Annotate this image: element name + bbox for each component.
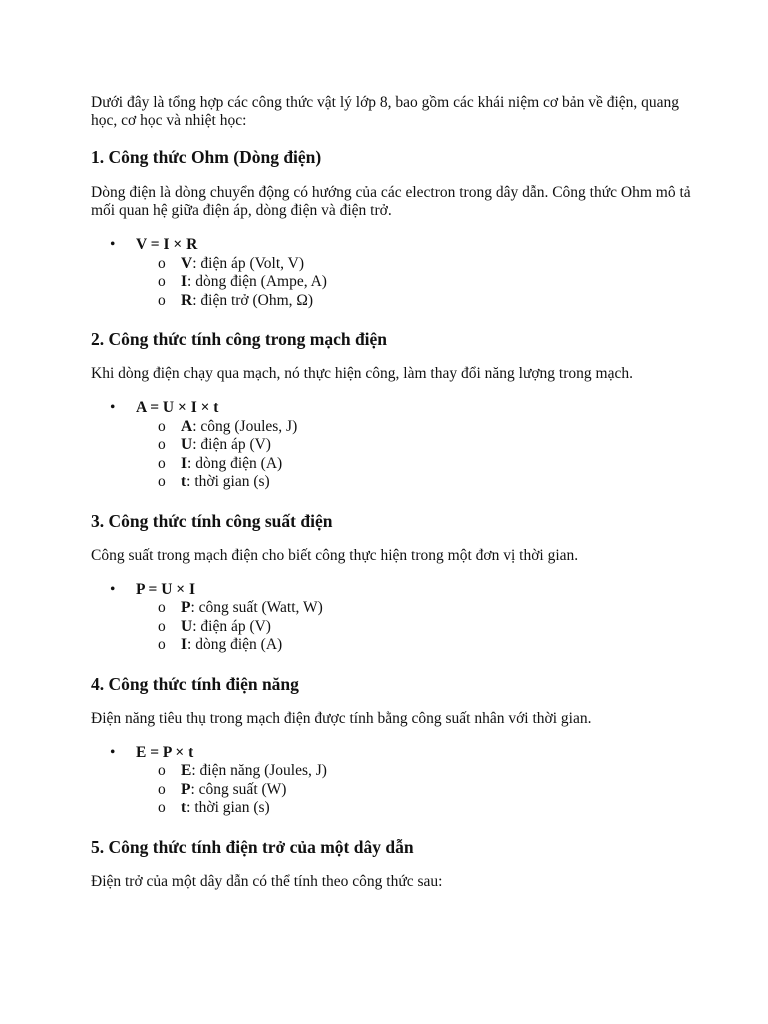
circle-bullet-icon: o — [158, 436, 166, 453]
variable-symbol: U — [181, 617, 193, 635]
section-4-formula-list — [91, 744, 691, 818]
variable-symbol: E — [181, 762, 192, 779]
variable-list — [136, 418, 691, 492]
variable-item — [91, 781, 691, 800]
variable-item — [91, 418, 691, 437]
bullet-icon: • — [110, 399, 116, 416]
formula: E = P × t — [136, 743, 194, 761]
variable-symbol: P — [181, 780, 191, 798]
variable-symbol: I — [181, 636, 188, 653]
section-1-heading: 1. Công thức Ohm (Dòng điện) — [91, 147, 322, 167]
variable-item — [91, 618, 691, 637]
section-5-heading: 5. Công thức tính điện trở của một dây dẫn — [91, 836, 414, 857]
variable-description: : công suất (Watt, W) — [190, 599, 323, 616]
circle-bullet-icon: o — [158, 454, 166, 472]
section-2-heading: 2. Công thức tính công trong mạch điện — [91, 329, 388, 349]
variable-description: : thời gian (s) — [186, 473, 270, 490]
circle-bullet-icon: o — [158, 799, 166, 816]
variable-item — [91, 473, 691, 492]
variable-item — [91, 636, 691, 655]
variable-description: : dòng điện (A) — [187, 454, 283, 472]
formula-item — [91, 236, 691, 310]
variable-symbol: P — [181, 599, 191, 616]
section-3-paragraph: Công suất trong mạch điện cho biết công thực hiện trong một đơn vị thời gian. — [91, 546, 579, 564]
bullet-icon: • — [110, 580, 116, 598]
variable-description: : công suất (W) — [190, 780, 287, 798]
formula-item — [91, 399, 691, 492]
variable-symbol: t — [181, 799, 187, 816]
variable-item — [91, 762, 691, 781]
circle-bullet-icon: o — [158, 417, 166, 435]
variable-description: : thời gian (s) — [186, 799, 270, 816]
variable-description: : dòng điện (A) — [187, 636, 283, 653]
formula-item — [91, 744, 691, 818]
circle-bullet-icon: o — [158, 780, 166, 798]
circle-bullet-icon: o — [158, 617, 166, 635]
formula: P = U × I — [136, 580, 196, 598]
variable-symbol: I — [181, 273, 188, 290]
variable-symbol: U — [181, 436, 193, 453]
variable-description: : dòng điện (Ampe, A) — [187, 273, 327, 290]
variable-item — [91, 599, 691, 618]
bullet-icon: • — [110, 236, 116, 253]
variable-item — [91, 273, 691, 292]
circle-bullet-icon: o — [158, 599, 166, 616]
section-5-paragraph: Điện trở của một dây dẫn có thể tính theo công thức sau: — [91, 872, 443, 890]
circle-bullet-icon: o — [158, 291, 166, 309]
circle-bullet-icon: o — [158, 254, 166, 272]
formula: A = U × I × t — [136, 399, 219, 416]
section-3-heading: 3. Công thức tính công suất điện — [91, 510, 333, 531]
section-4-paragraph: Điện năng tiêu thụ trong mạch điện được tính bằng công suất nhân với thời gian. — [91, 709, 592, 727]
variable-symbol: t — [181, 473, 187, 490]
variable-symbol: R — [181, 291, 193, 309]
section-3-formula-list — [91, 581, 691, 655]
bullet-icon: • — [110, 743, 116, 761]
variable-description: : điện áp (V) — [192, 436, 271, 453]
variable-list — [136, 599, 691, 655]
intro-paragraph: Dưới đây là tổng hợp các công thức vật lý lớp 8, bao gồm các khái niệm cơ bản về điện, quang học, cơ học và nhiệt học: — [91, 94, 680, 129]
variable-item — [91, 436, 691, 455]
variable-item — [91, 255, 691, 274]
variable-symbol: I — [181, 454, 188, 472]
variable-item — [91, 455, 691, 474]
variable-description: : điện áp (V) — [192, 617, 271, 635]
variable-symbol: V — [181, 254, 193, 272]
circle-bullet-icon: o — [158, 273, 166, 290]
variable-symbol: A — [181, 417, 193, 435]
circle-bullet-icon: o — [158, 762, 166, 779]
circle-bullet-icon: o — [158, 473, 166, 490]
section-2-paragraph: Khi dòng điện chạy qua mạch, nó thực hiện công, làm thay đổi năng lượng trong mạch. — [91, 365, 633, 382]
variable-description: : điện năng (Joules, J) — [191, 762, 327, 779]
variable-description: : điện áp (Volt, V) — [192, 254, 304, 272]
variable-description: : công (Joules, J) — [192, 417, 298, 435]
variable-item — [91, 292, 691, 311]
document-page — [91, 94, 691, 891]
section-2-formula-list — [91, 399, 691, 492]
section-4-heading: 4. Công thức tính điện năng — [91, 673, 299, 694]
section-1-formula-list — [91, 236, 691, 310]
circle-bullet-icon: o — [158, 636, 166, 653]
section-1-paragraph: Dòng điện là dòng chuyển động có hướng của các electron trong dây dẫn. Công thức Ohm mô tả mối quan hệ giữa điện áp, dòng điện và điện trở. — [91, 184, 691, 219]
formula: V = I × R — [136, 236, 198, 253]
variable-item — [91, 799, 691, 818]
variable-description: : điện trở (Ohm, Ω) — [192, 291, 314, 309]
variable-list — [136, 762, 691, 818]
formula-item — [91, 581, 691, 655]
variable-list — [136, 255, 691, 311]
